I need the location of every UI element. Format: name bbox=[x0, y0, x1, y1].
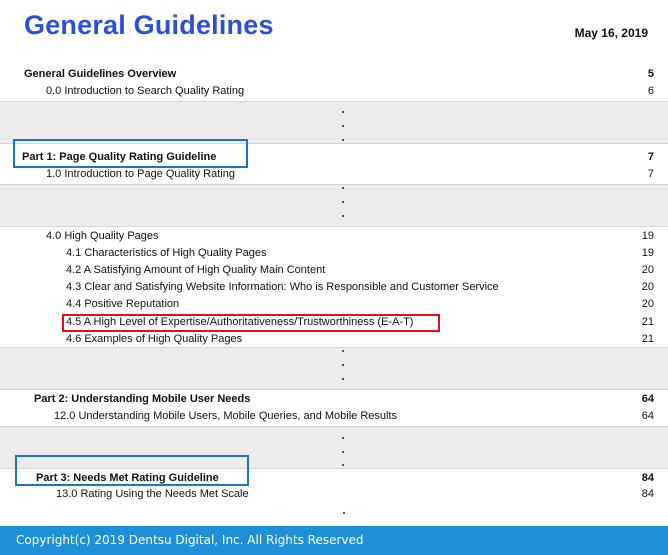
toc-page-number: 64 bbox=[641, 410, 654, 422]
toc-page-number: 20 bbox=[641, 281, 654, 293]
toc-page-number: 7 bbox=[647, 168, 654, 180]
toc-label: 13.0 Rating Using the Needs Met Scale bbox=[56, 488, 249, 500]
toc-page-number: 6 bbox=[647, 85, 654, 97]
ellipsis-dots bbox=[342, 185, 346, 226]
toc-label: 1.0 Introduction to Page Quality Rating bbox=[46, 168, 235, 180]
toc-row-intro-pq[interactable] bbox=[0, 166, 668, 183]
toc-label: 12.0 Understanding Mobile Users, Mobile Queries, and Mobile Results bbox=[54, 410, 398, 422]
page-title: General Guidelines bbox=[24, 10, 274, 40]
toc-page-number: 84 bbox=[641, 488, 654, 500]
ellipsis-dots bbox=[342, 427, 346, 468]
toc-label: 4.1 Characteristics of High Quality Pages bbox=[66, 247, 267, 259]
toc-label: 4.5 A High Level of Expertise/Authoritativeness/Trustworthiness (E-A-T) bbox=[66, 316, 414, 328]
toc-row-hq-item[interactable] bbox=[0, 331, 668, 348]
highlight-box-part1 bbox=[13, 139, 248, 168]
toc-label: 0.0 Introduction to Search Quality Rating bbox=[46, 85, 245, 97]
toc-page-number: 20 bbox=[641, 264, 654, 276]
toc-label: Part 1: Page Quality Rating Guideline bbox=[22, 151, 217, 163]
toc-page-number: 7 bbox=[647, 151, 654, 163]
toc-label: 4.2 A Satisfying Amount of High Quality Main Content bbox=[66, 264, 326, 276]
omission-gap bbox=[0, 347, 668, 390]
copyright-text: Copyright(c) 2019 Dentsu Digital, Inc. All Rights Reserved bbox=[16, 533, 364, 547]
toc-row-hq-item[interactable] bbox=[0, 279, 668, 296]
toc-label: 4.3 Clear and Satisfying Website Information: Who is Responsible and Customer Service bbox=[66, 281, 499, 293]
toc-page-number: 21 bbox=[641, 333, 654, 345]
toc-label: Part 3: Needs Met Rating Guideline bbox=[36, 472, 219, 484]
toc-page-number: 21 bbox=[641, 316, 654, 328]
toc-row-hq-item[interactable] bbox=[0, 262, 668, 279]
toc-label: General Guidelines Overview bbox=[24, 68, 177, 80]
omission-gap bbox=[0, 101, 668, 144]
copyright-footer bbox=[0, 526, 668, 555]
toc-row-needs-met[interactable] bbox=[0, 486, 668, 503]
toc-label: 4.6 Examples of High Quality Pages bbox=[66, 333, 243, 345]
toc-page-number: 19 bbox=[641, 247, 654, 259]
toc-row-mobile[interactable] bbox=[0, 408, 668, 425]
ellipsis-dot bbox=[343, 512, 345, 514]
toc-page-number: 64 bbox=[641, 393, 654, 405]
toc-row-part2[interactable] bbox=[0, 391, 668, 408]
document-date: May 16, 2019 bbox=[574, 26, 648, 40]
toc-page-number: 20 bbox=[641, 298, 654, 310]
toc-row-overview[interactable] bbox=[0, 66, 668, 83]
toc-row-intro-search[interactable] bbox=[0, 83, 668, 100]
ellipsis-dots bbox=[342, 348, 346, 389]
toc-label: 4.4 Positive Reputation bbox=[66, 298, 180, 310]
toc-label: Part 2: Understanding Mobile User Needs bbox=[34, 393, 251, 405]
toc-row-hq-item[interactable] bbox=[0, 245, 668, 262]
ellipsis-dots bbox=[342, 102, 346, 143]
toc-label: 4.0 High Quality Pages bbox=[46, 230, 159, 242]
highlight-box-eat bbox=[62, 314, 440, 332]
toc-page-number: 19 bbox=[641, 230, 654, 242]
toc-page-number: 5 bbox=[647, 68, 654, 80]
omission-gap bbox=[0, 184, 668, 227]
highlight-box-part3 bbox=[15, 455, 249, 486]
toc-page-number: 84 bbox=[641, 472, 654, 484]
toc-row-hq-pages[interactable] bbox=[0, 228, 668, 245]
page-header bbox=[0, 0, 668, 60]
toc-row-hq-item[interactable] bbox=[0, 296, 668, 313]
